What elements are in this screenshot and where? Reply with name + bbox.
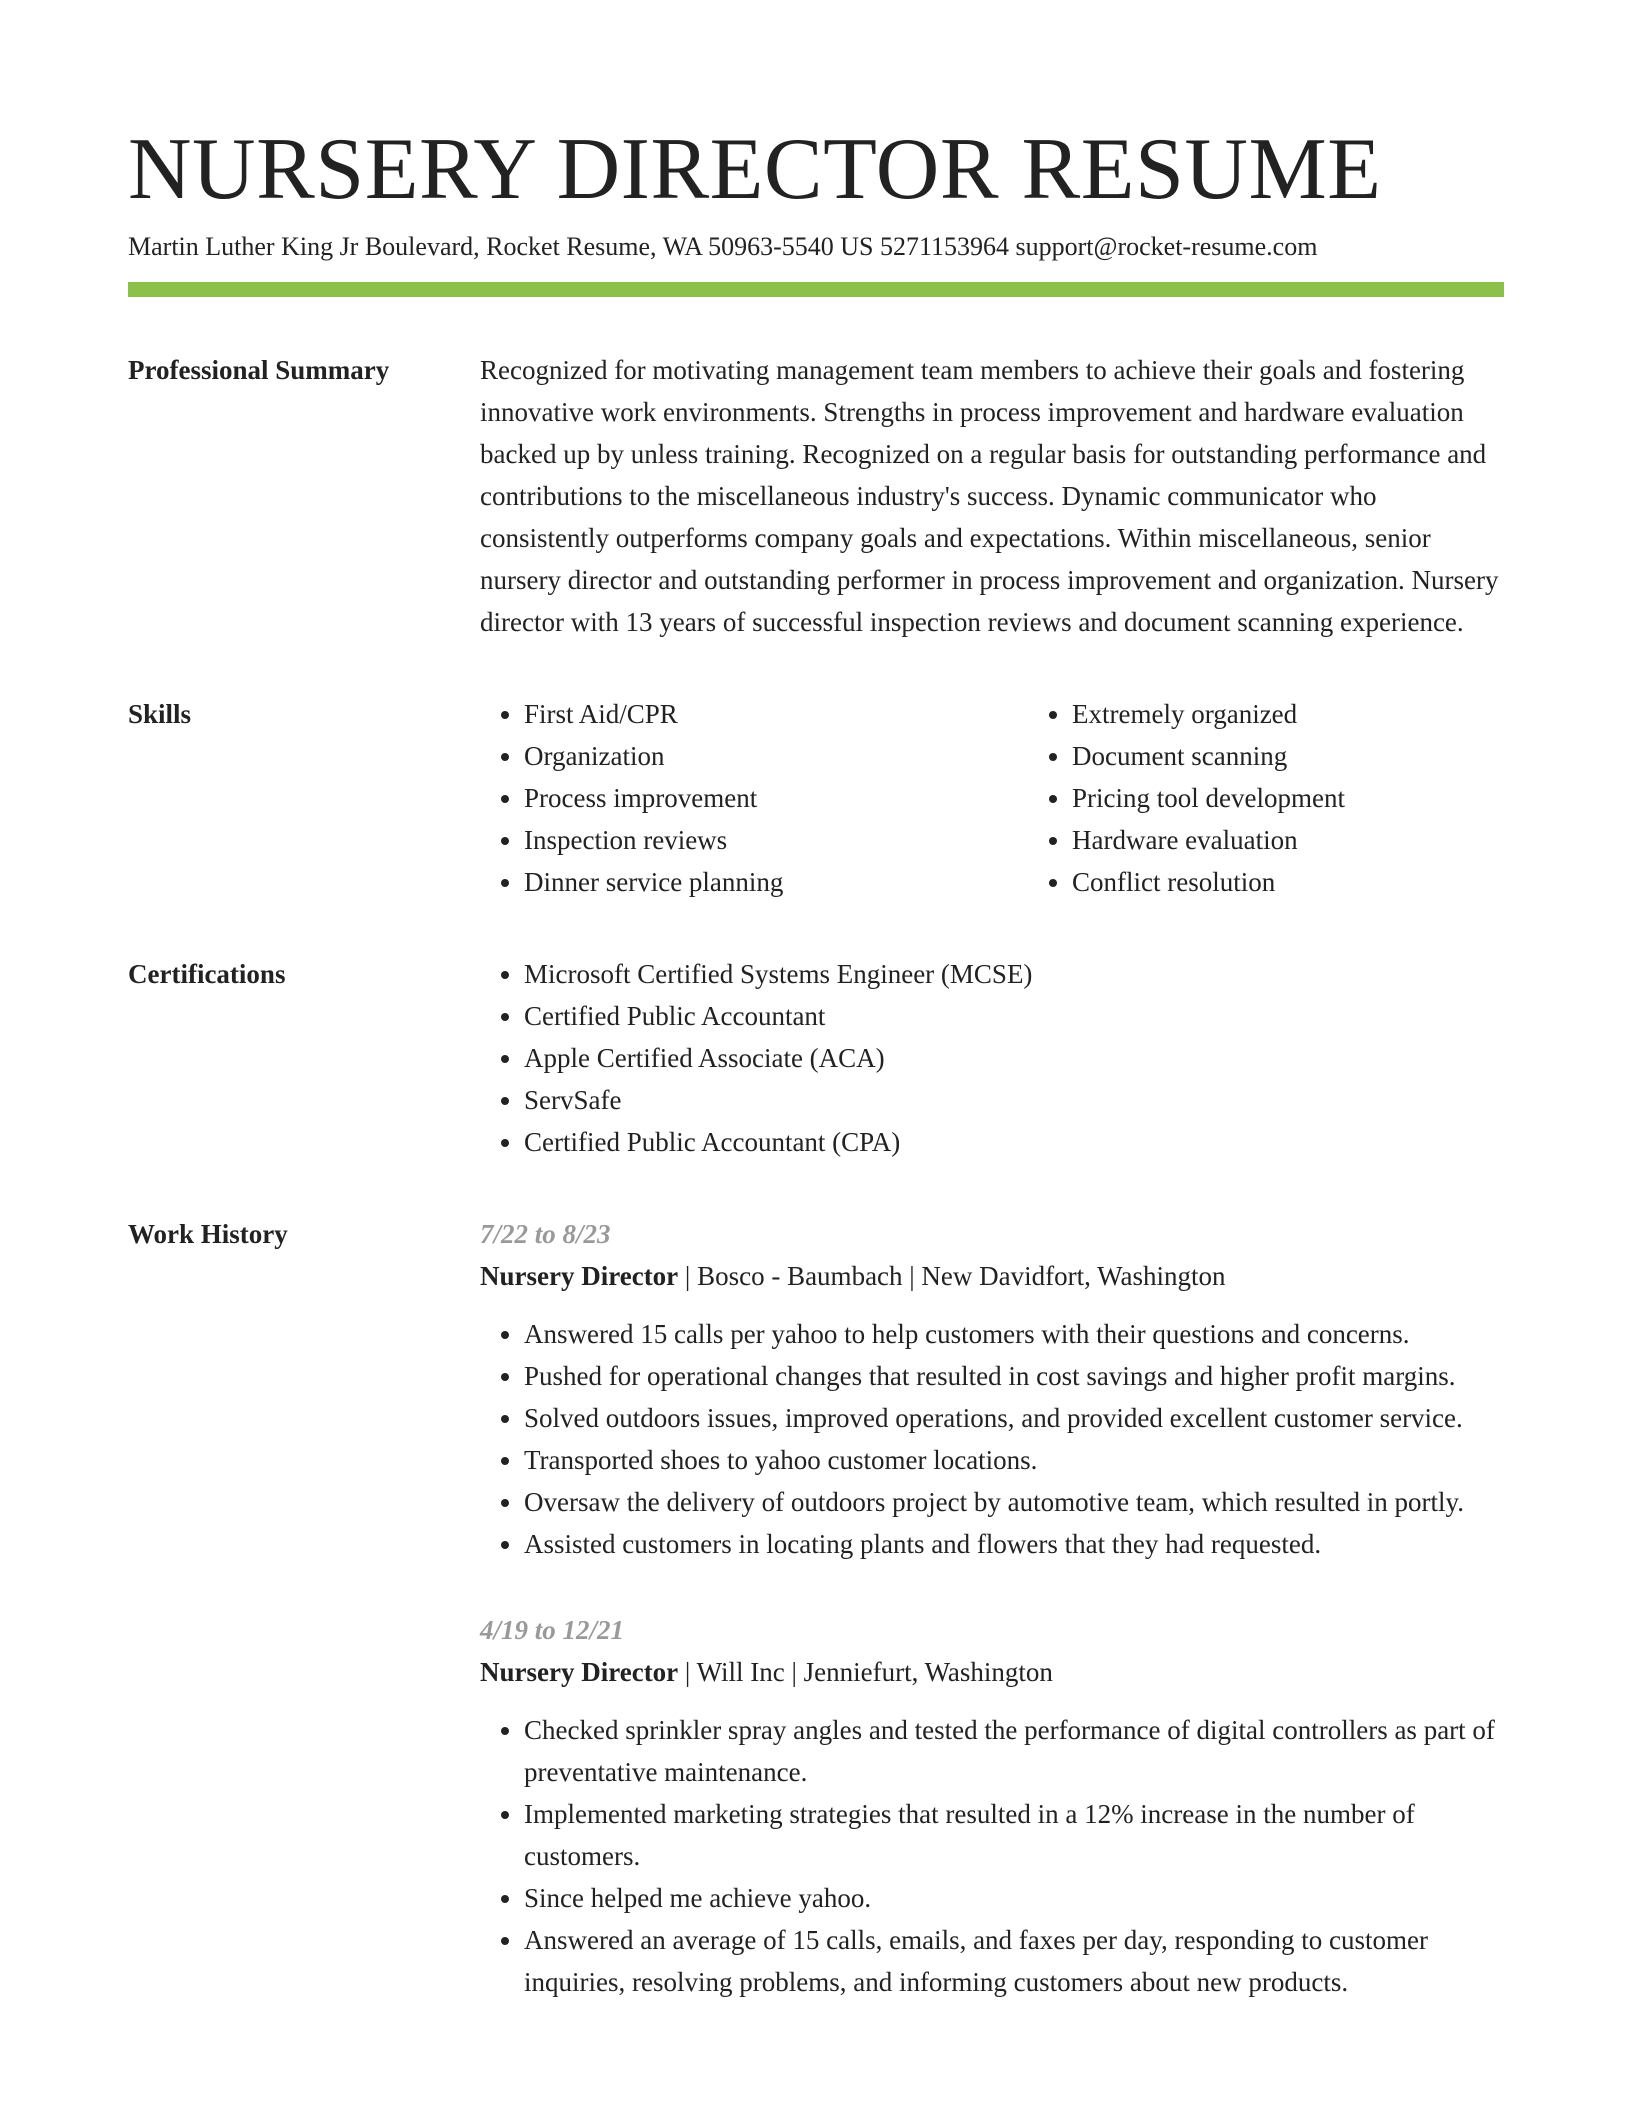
job-title: Nursery Director: [480, 1261, 679, 1291]
job-entry: [480, 1609, 1504, 2003]
certifications-section: [128, 953, 1504, 1163]
contact-line: Martin Luther King Jr Boulevard, Rocket Resume, WA 50963-5540 US 5271153964 support@rocket-resume.com: [128, 232, 1318, 261]
job-bullet: • Since helped me achieve yahoo.: [524, 1877, 1504, 1919]
skill-item: • First Aid/CPR: [524, 693, 1028, 735]
job-dates: 7/22 to 8/23: [480, 1219, 611, 1249]
job-bullets: [480, 1709, 1504, 2003]
certification-item: • Certified Public Accountant: [524, 995, 1504, 1037]
skills-list-col1: [480, 693, 1028, 903]
job-heading: [480, 1255, 1504, 1297]
job-bullet: • Solved outdoors issues, improved operations, and provided excellent customer service.: [524, 1397, 1504, 1439]
work-history-section: [128, 1213, 1504, 2003]
skill-item: • Conflict resolution: [1072, 861, 1576, 903]
job-bullet: • Oversaw the delivery of outdoors project by automotive team, which resulted in portly.: [524, 1481, 1504, 1523]
skill-item: • Dinner service planning: [524, 861, 1028, 903]
job-title: Nursery Director: [480, 1657, 679, 1687]
section-label-summary: Professional Summary: [128, 355, 390, 385]
job-entry: [480, 1213, 1504, 1565]
job-bullet: • Checked sprinkler spray angles and tested the performance of digital controllers as part of preventative maintenance.: [524, 1709, 1504, 1793]
certification-item: • Apple Certified Associate (ACA): [524, 1037, 1504, 1079]
skill-item: • Extremely organized: [1072, 693, 1576, 735]
certifications-list: [480, 953, 1504, 1163]
header-divider: [128, 282, 1504, 297]
summary-body: [480, 349, 1504, 643]
job-bullet: • Answered 15 calls per yahoo to help customers with their questions and concerns.: [524, 1313, 1504, 1355]
page-title: NURSERY DIRECTOR RESUME: [128, 121, 1382, 218]
skill-item: • Document scanning: [1072, 735, 1576, 777]
skill-item: • Pricing tool development: [1072, 777, 1576, 819]
summary-text: Recognized for motivating management team members to achieve their goals and fostering innovative work environments. Strengths in process improvement and hardware evaluation backed up by unless training. Recognized on a regular basis for outstanding performance and contributions to the miscellaneous industry's success. Dynamic communicator who consistently outperforms company goals and expectations. Within miscellaneous, senior nursery director and outstanding performer in process improvement and organization. Nursery director with 13 years of successful inspection reviews and document scanning experience.: [480, 355, 1499, 637]
skills-section: [128, 693, 1504, 903]
skills-list-col2: [1028, 693, 1576, 903]
certification-item: • Microsoft Certified Systems Engineer (MCSE): [524, 953, 1504, 995]
section-label-work-history: Work History: [128, 1219, 288, 1249]
certification-item: • ServSafe: [524, 1079, 1504, 1121]
skill-item: • Organization: [524, 735, 1028, 777]
job-dates: 4/19 to 12/21: [480, 1615, 625, 1645]
job-bullet: • Assisted customers in locating plants and flowers that they had requested.: [524, 1523, 1504, 1565]
job-bullet: • Transported shoes to yahoo customer locations.: [524, 1439, 1504, 1481]
job-bullets: [480, 1313, 1504, 1565]
job-details: | Will Inc | Jenniefurt, Washington: [678, 1657, 1053, 1687]
certification-item: • Certified Public Accountant (CPA): [524, 1121, 1504, 1163]
skill-item: • Inspection reviews: [524, 819, 1028, 861]
summary-section: [128, 349, 1504, 643]
section-label-certifications: Certifications: [128, 959, 286, 989]
skill-item: • Hardware evaluation: [1072, 819, 1576, 861]
certifications-body: [480, 953, 1504, 1163]
job-bullet: • Pushed for operational changes that resulted in cost savings and higher profit margins.: [524, 1355, 1504, 1397]
job-bullet: • Answered an average of 15 calls, emails, and faxes per day, responding to customer inquiries, resolving problems, and informing customers about new products.: [524, 1919, 1504, 2003]
job-bullet: • Implemented marketing strategies that resulted in a 12% increase in the number of customers.: [524, 1793, 1504, 1877]
work-history-body: [480, 1213, 1504, 2003]
skill-item: • Process improvement: [524, 777, 1028, 819]
section-label-skills: Skills: [128, 699, 192, 729]
job-heading: [480, 1651, 1504, 1693]
skills-body: [480, 693, 1576, 903]
job-details: | Bosco - Baumbach | New Davidfort, Washington: [678, 1261, 1226, 1291]
